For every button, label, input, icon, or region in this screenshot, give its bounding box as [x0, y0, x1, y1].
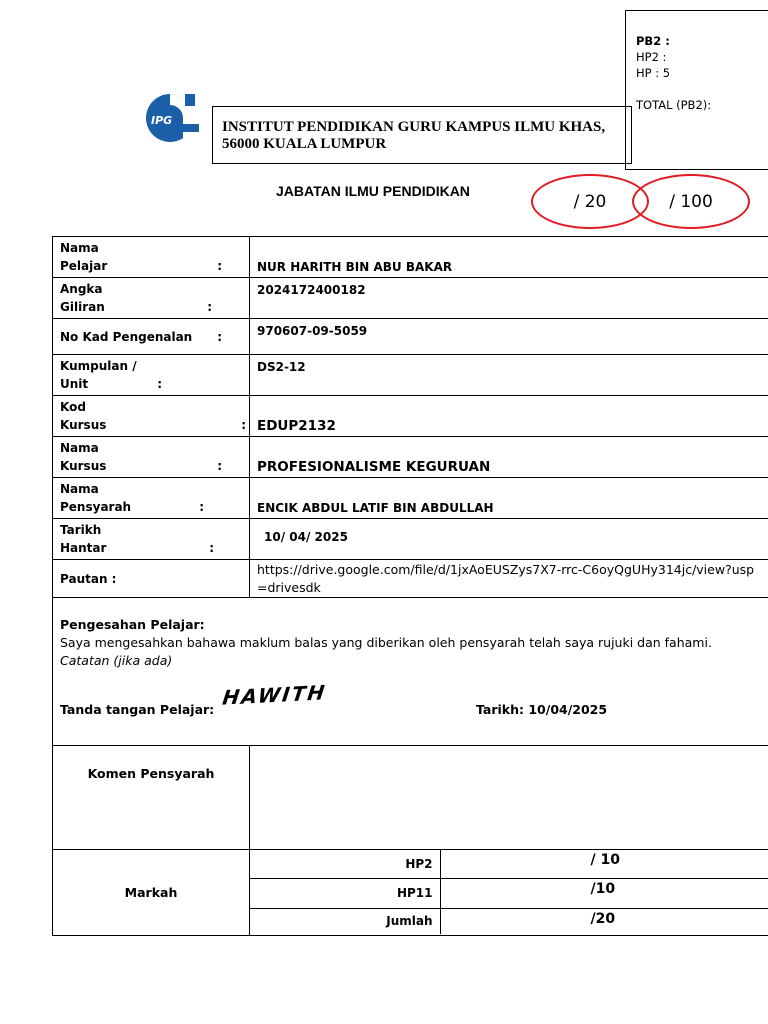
row-angka-giliran [53, 278, 768, 319]
value-kumpulan: DS2-12 [250, 355, 768, 396]
markah-row-hp2 [250, 850, 768, 878]
label-nama-pensyarah-2: Pensyarah [60, 500, 132, 514]
total-pb2: TOTAL (PB2): [636, 98, 712, 112]
markah-value-hp11: /10 [440, 878, 768, 908]
signature-label: Tanda tangan Pelajar: [60, 702, 215, 717]
komen-value [250, 746, 768, 850]
row-kod-kursus [53, 396, 768, 437]
value-tarikh-hantar: 10/ 04/ 2025 [250, 519, 768, 560]
label-no-kad: No Kad Pengenalan [60, 329, 193, 344]
score-oval-100: / 100 [632, 174, 750, 229]
institute-name-box [212, 106, 632, 164]
markah-value-hp2: / 10 [440, 850, 768, 878]
ipg-logo [143, 86, 201, 150]
markah-row-hp11 [250, 878, 768, 908]
svg-text:IPG: IPG [151, 114, 173, 127]
value-angka-giliran: 2024172400182 [250, 278, 768, 319]
label-angka-giliran-1: Angka [60, 282, 103, 296]
institute-line2: 56000 KUALA LUMPUR [222, 136, 387, 152]
label-kod-kursus-1: Kod [60, 400, 86, 414]
row-no-kad [53, 319, 768, 355]
colon: : [207, 300, 212, 314]
value-pautan-link[interactable]: https://drive.google.com/file/d/1jxAoEUSZys7X7-rrc-C6oyQgUHy314jc/view?usp=drivesdk [250, 560, 768, 598]
row-kumpulan [53, 355, 768, 396]
department-title: JABATAN ILMU PENDIDIKAN [276, 183, 470, 199]
student-signature: HAWITH [221, 680, 328, 710]
label-tarikh-hantar-2: Hantar [60, 541, 107, 555]
pb2-score-box [625, 10, 768, 170]
institute-line1: INSTITUT PENDIDIKAN GURU KAMPUS ILMU KHAS, [222, 119, 606, 135]
value-no-kad: 970607-09-5059 [250, 319, 768, 355]
label-nama-kursus-2: Kursus [60, 459, 107, 473]
confirmation-date: Tarikh: 10/04/2025 [476, 702, 608, 717]
markah-breakdown [250, 850, 768, 936]
value-nama-pensyarah: ENCIK ABDUL LATIF BIN ABDULLAH [250, 478, 768, 519]
row-nama-pensyarah [53, 478, 768, 519]
markah-label: Markah [53, 850, 250, 936]
colon: : [157, 377, 162, 391]
score-oval-20: / 20 [531, 174, 649, 229]
row-pengesahan [53, 598, 768, 746]
markah-key-jumlah: Jumlah [250, 908, 440, 934]
confirmation-section [53, 598, 768, 746]
confirmation-note: Catatan (jika ada) [60, 653, 173, 668]
hp-score: HP : 5 [636, 66, 671, 80]
label-angka-giliran-2: Giliran [60, 300, 105, 314]
komen-label: Komen Pensyarah [53, 746, 250, 850]
pb2-title: PB2 : [636, 34, 670, 48]
label-nama-pelajar-2: Pelajar [60, 259, 108, 273]
colon: : [217, 459, 222, 473]
colon: : [217, 259, 222, 273]
value-kod-kursus: EDUP2132 [250, 396, 768, 437]
confirmation-title: Pengesahan Pelajar: [60, 617, 205, 632]
label-nama-kursus-1: Nama [60, 441, 99, 455]
row-tarikh-hantar [53, 519, 768, 560]
label-nama-pelajar-1: Nama [60, 241, 99, 255]
value-nama-pelajar: NUR HARITH BIN ABU BAKAR [250, 237, 768, 278]
markah-row-jumlah [250, 908, 768, 934]
row-nama-pelajar [53, 237, 768, 278]
label-tarikh-hantar-1: Tarikh [60, 523, 102, 537]
markah-table [250, 850, 768, 934]
label-nama-pensyarah-1: Nama [60, 482, 99, 496]
colon: : [199, 500, 204, 514]
student-form-table [52, 236, 768, 936]
row-markah [53, 850, 768, 936]
value-nama-kursus: PROFESIONALISME KEGURUAN [250, 437, 768, 478]
label-kumpulan-1: Kumpulan / [60, 359, 137, 373]
markah-key-hp11: HP11 [250, 878, 440, 908]
label-kod-kursus-2: Kursus [60, 418, 107, 432]
row-nama-kursus [53, 437, 768, 478]
colon: : [241, 418, 246, 432]
markah-key-hp2: HP2 [250, 850, 440, 878]
confirmation-statement: Saya mengesahkan bahawa maklum balas yang diberikan oleh pensyarah telah saya rujuki dan fahami. [60, 635, 712, 650]
colon: : [217, 329, 222, 344]
row-pautan [53, 560, 768, 598]
label-kumpulan-2: Unit [60, 377, 89, 391]
hp2-score: HP2 : [636, 50, 667, 64]
label-pautan: Pautan : [53, 560, 250, 598]
colon: : [209, 541, 214, 555]
row-komen [53, 746, 768, 850]
markah-value-jumlah: /20 [590, 910, 616, 927]
